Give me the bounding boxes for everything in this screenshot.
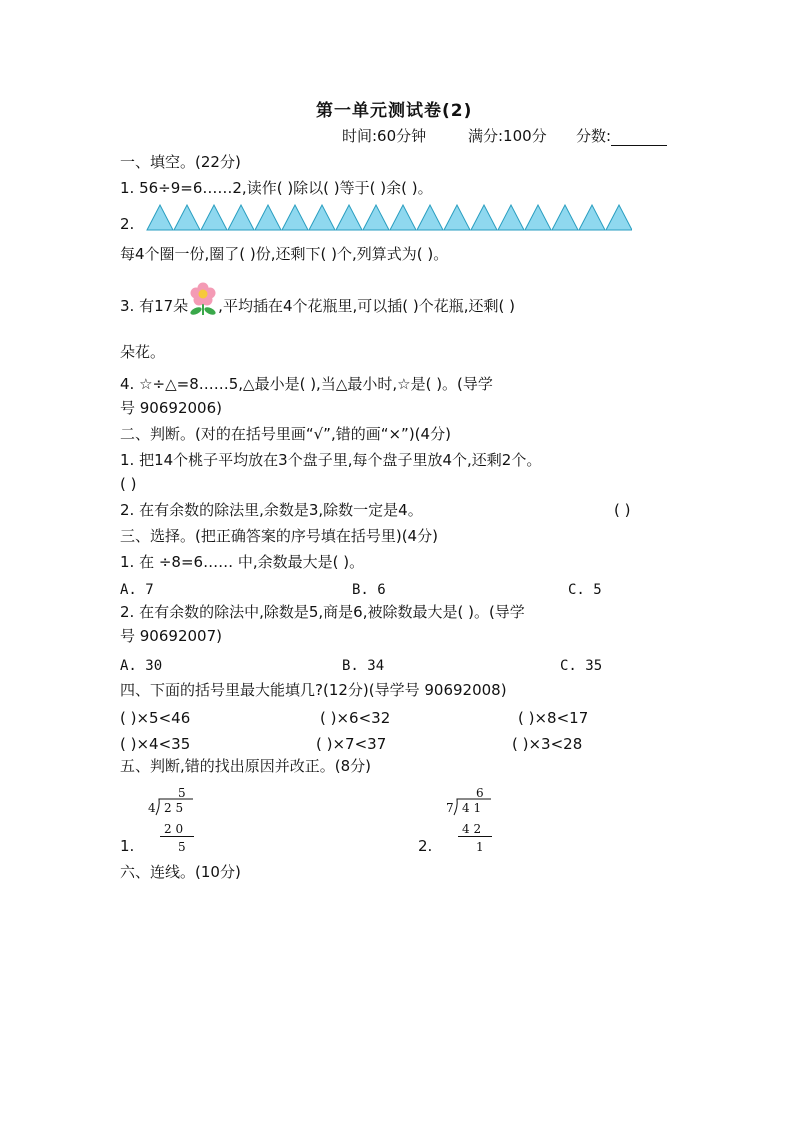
s2-question-1-line1: 1. 把14个桃子平均放在3个盘子里,每个盘子里放4个,还剩2个。 — [120, 451, 542, 469]
full-score-label: 满分:100分 — [468, 127, 547, 145]
s1-question-4-line2: 号 90692006) — [120, 399, 222, 417]
ld2-number: 2. — [418, 837, 433, 855]
triangle-shape — [444, 205, 470, 230]
s3-q2-option-b[interactable]: B. 34 — [342, 658, 385, 674]
triangle-shape — [282, 205, 308, 230]
ld2-dividend: 4 1 — [462, 801, 482, 815]
s4-item[interactable]: ( )×7<37 — [316, 735, 387, 753]
triangle-shape — [147, 205, 173, 230]
s1-question-3-line2: 朵花。 — [120, 343, 166, 361]
s3-q1-option-b[interactable]: B. 6 — [352, 582, 386, 598]
score-blank[interactable] — [611, 131, 667, 146]
triangle-shape — [363, 205, 389, 230]
page-title: 第一单元测试卷(2) — [316, 101, 473, 121]
triangle-shape — [417, 205, 443, 230]
triangle-shape — [336, 205, 362, 230]
s3-q1-option-a[interactable]: A. 7 — [120, 582, 154, 598]
triangle-shape — [552, 205, 578, 230]
s4-item[interactable]: ( )×5<46 — [120, 709, 191, 727]
s1-q3-part-a: 3. 有17朵 — [120, 297, 189, 315]
ld1-product: 2 0 — [164, 822, 184, 836]
ld2-product: 4 2 — [462, 822, 482, 836]
triangle-row-figure — [146, 204, 632, 232]
triangle-shape — [498, 205, 524, 230]
s2-question-2-answer-paren[interactable]: ( ) — [614, 501, 631, 519]
s1-question-1: 1. 56÷9=6……2,读作( )除以( )等于( )余( )。 — [120, 179, 433, 197]
flower-icon — [188, 282, 218, 316]
ld1-remainder: 5 — [178, 840, 186, 854]
ld1-number: 1. — [120, 837, 135, 855]
triangle-shape — [174, 205, 200, 230]
s3-q2-option-a[interactable]: A. 30 — [120, 658, 163, 674]
s4-item[interactable]: ( )×8<17 — [518, 709, 589, 727]
s3-question-1: 1. 在 ÷8=6…… 中,余数最大是( )。 — [120, 553, 365, 571]
s3-q2-option-c[interactable]: C. 35 — [560, 658, 603, 674]
triangle-shape — [579, 205, 605, 230]
score-label-text: 分数: — [576, 127, 612, 145]
section-5-heading: 五、判断,错的找出原因并改正。(8分) — [120, 757, 372, 775]
s3-question-2-line2: 号 90692007) — [120, 627, 222, 645]
ld2-divisor: 7 — [446, 801, 454, 815]
triangle-shape — [390, 205, 416, 230]
ld1-divisor: 4 — [148, 801, 156, 815]
triangle-shape — [471, 205, 497, 230]
section-4-heading: 四、下面的括号里最大能填几?(12分)(导学号 90692008) — [120, 681, 507, 699]
s1-question-3-line1 — [120, 296, 515, 316]
s4-item[interactable]: ( )×3<28 — [512, 735, 583, 753]
ld1-subtract-line — [160, 836, 194, 837]
s4-item[interactable]: ( )×4<35 — [120, 735, 191, 753]
section-2-heading: 二、判断。(对的在括号里画“√”,错的画“×”)(4分) — [120, 425, 451, 443]
s1-question-2-number: 2. — [120, 215, 135, 233]
triangle-shape — [309, 205, 335, 230]
triangle-shape — [606, 205, 632, 230]
s2-question-1-answer-paren[interactable]: ( ) — [120, 475, 137, 493]
ld2-quotient: 6 — [476, 786, 484, 800]
triangle-shape — [255, 205, 281, 230]
triangle-shape — [201, 205, 227, 230]
ld2-subtract-line — [458, 836, 492, 837]
ld1-dividend: 2 5 — [164, 801, 184, 815]
ld1-quotient: 5 — [178, 786, 186, 800]
triangle-shape — [228, 205, 254, 230]
time-label: 时间:60分钟 — [342, 127, 427, 145]
s1-q3-part-b: ,平均插在4个花瓶里,可以插( )个花瓶,还剩( ) — [218, 297, 515, 315]
s4-item[interactable]: ( )×6<32 — [320, 709, 391, 727]
triangle-shape — [525, 205, 551, 230]
s2-question-2: 2. 在有余数的除法里,余数是3,除数一定是4。 — [120, 501, 423, 519]
s1-question-4-line1: 4. ☆÷△=8……5,△最小是( ),当△最小时,☆是( )。(导学 — [120, 375, 493, 393]
section-1-heading: 一、填空。(22分) — [120, 153, 241, 171]
section-6-heading: 六、连线。(10分) — [120, 863, 241, 881]
score-label — [576, 126, 667, 146]
s1-question-2-text: 每4个圈一份,圈了( )份,还剩下( )个,列算式为( )。 — [120, 245, 449, 263]
s3-question-2-line1: 2. 在有余数的除法中,除数是5,商是6,被除数最大是( )。(导学 — [120, 603, 525, 621]
ld2-remainder: 1 — [476, 840, 484, 854]
s3-q1-option-c[interactable]: C. 5 — [568, 582, 602, 598]
section-3-heading: 三、选择。(把正确答案的序号填在括号里)(4分) — [120, 527, 438, 545]
